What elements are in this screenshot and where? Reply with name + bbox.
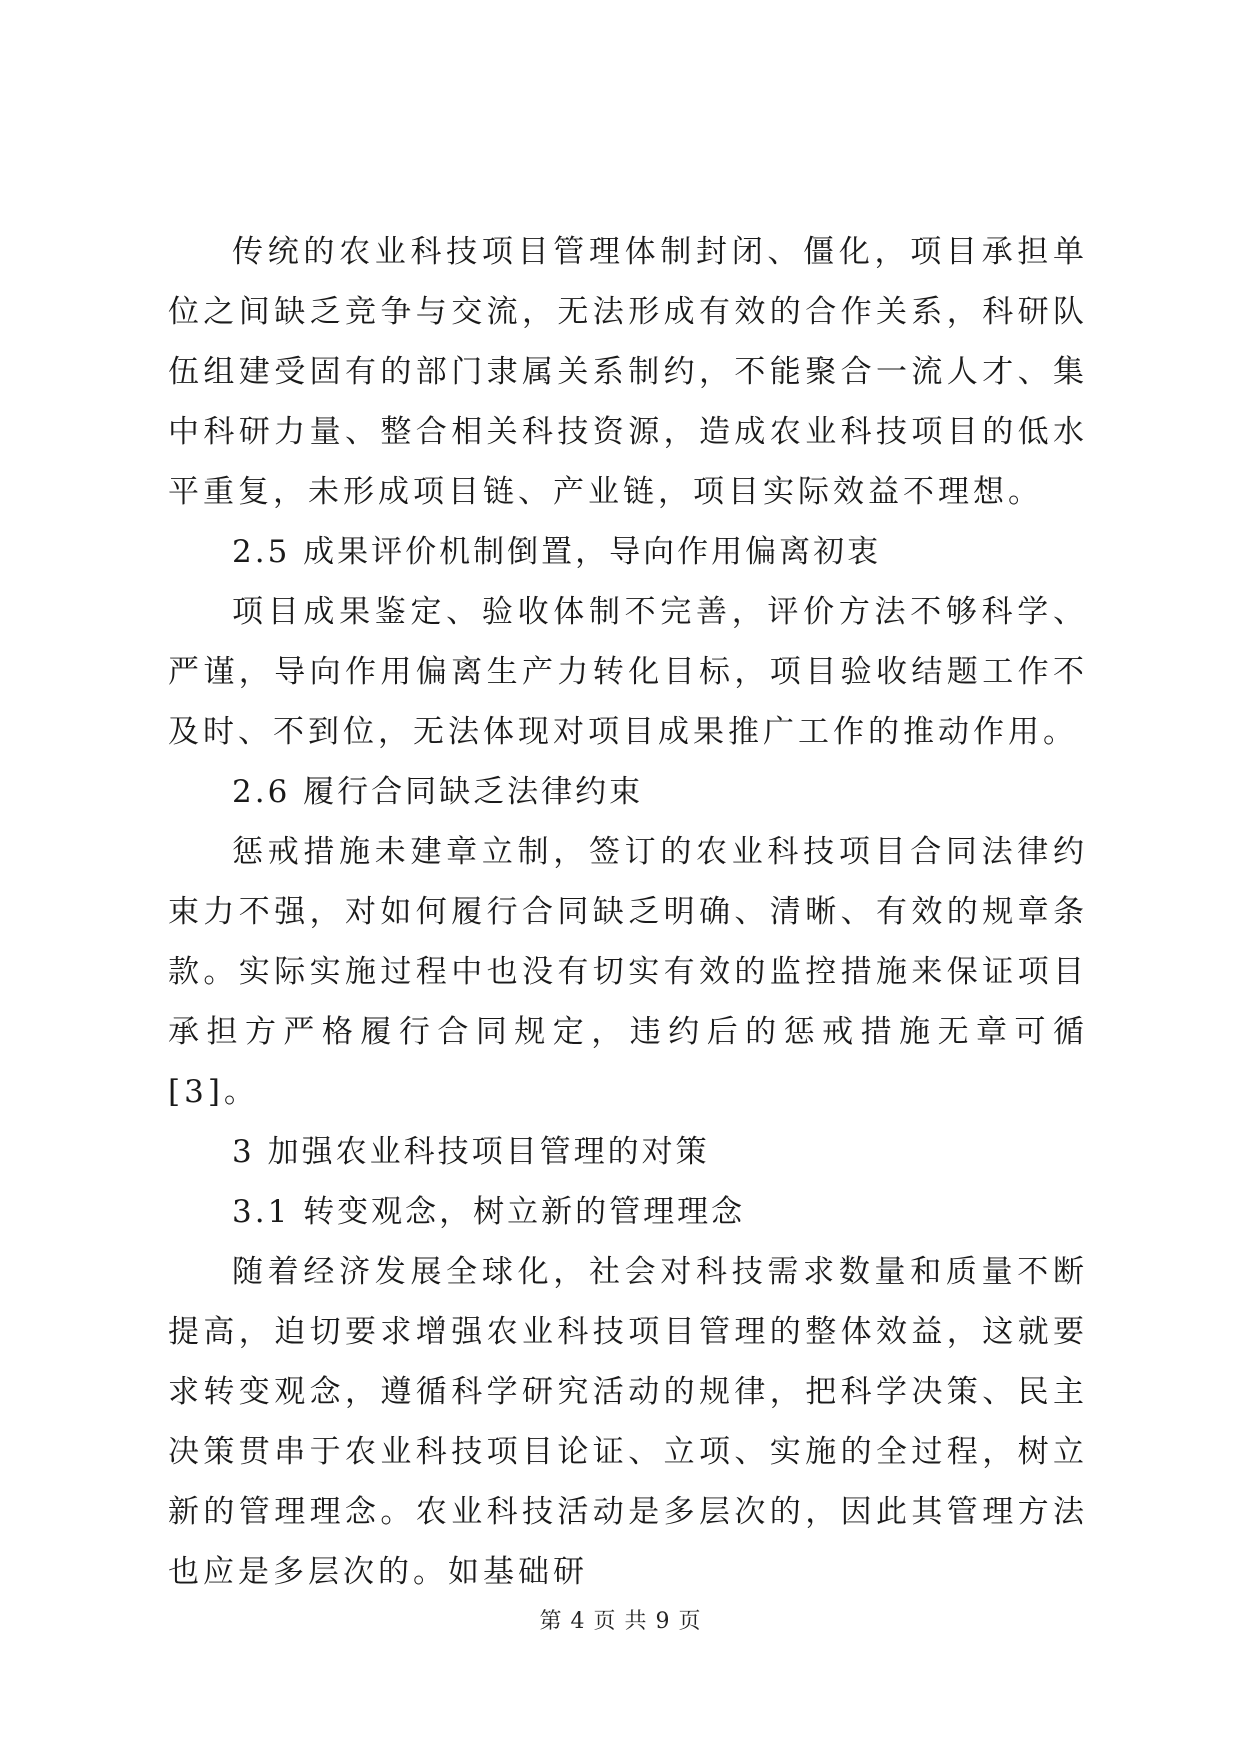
section-heading: 2.5 成果评价机制倒置，导向作用偏离初衷 [232, 534, 882, 570]
paragraph-body: 传统的农业科技项目管理体制封闭、僵化，项目承担单位之间缺乏竞争与交流，无法形成有效的合作关系，科研队伍组建受固有的部门隶属关系制约，不能聚合一流人才、集中科研力量、整合相关科技资源，造成农业科技项目的低水平重复，未形成项目链、产业链，项目实际效益不理想。 [168, 234, 1088, 510]
section-heading: 2.6 履行合同缺乏法律约束 [232, 774, 644, 810]
page-footer [0, 1604, 1241, 1635]
section-heading: 3 加强农业科技项目管理的对策 [232, 1134, 710, 1170]
paragraph-body: 惩戒措施未建章立制，签订的农业科技项目合同法律约束力不强，对如何履行合同缺乏明确、清晰、有效的规章条款。实际实施过程中也没有切实有效的监控措施来保证项目承担方严格履行合同规定，违约后的惩戒措施无章可循[3]。 [168, 834, 1088, 1110]
paragraph-body: 项目成果鉴定、验收体制不完善，评价方法不够科学、严谨，导向作用偏离生产力转化目标，项目验收结题工作不及时、不到位，无法体现对项目成果推广工作的推动作用。 [168, 594, 1088, 750]
paragraph-body: 随着经济发展全球化，社会对科技需求数量和质量不断提高，迫切要求增强农业科技项目管理的整体效益，这就要求转变观念，遵循科学研究活动的规律，把科学决策、民主决策贯串于农业科技项目论证、立项、实施的全过程，树立新的管理理念。农业科技活动是多层次的，因此其管理方法也应是多层次的。如基础研 [168, 1254, 1088, 1590]
document-body [168, 222, 1088, 1602]
section-heading: 3.1 转变观念，树立新的管理理念 [232, 1194, 746, 1230]
page-number-label: 第 4 页 共 9 页 [539, 1609, 702, 1634]
